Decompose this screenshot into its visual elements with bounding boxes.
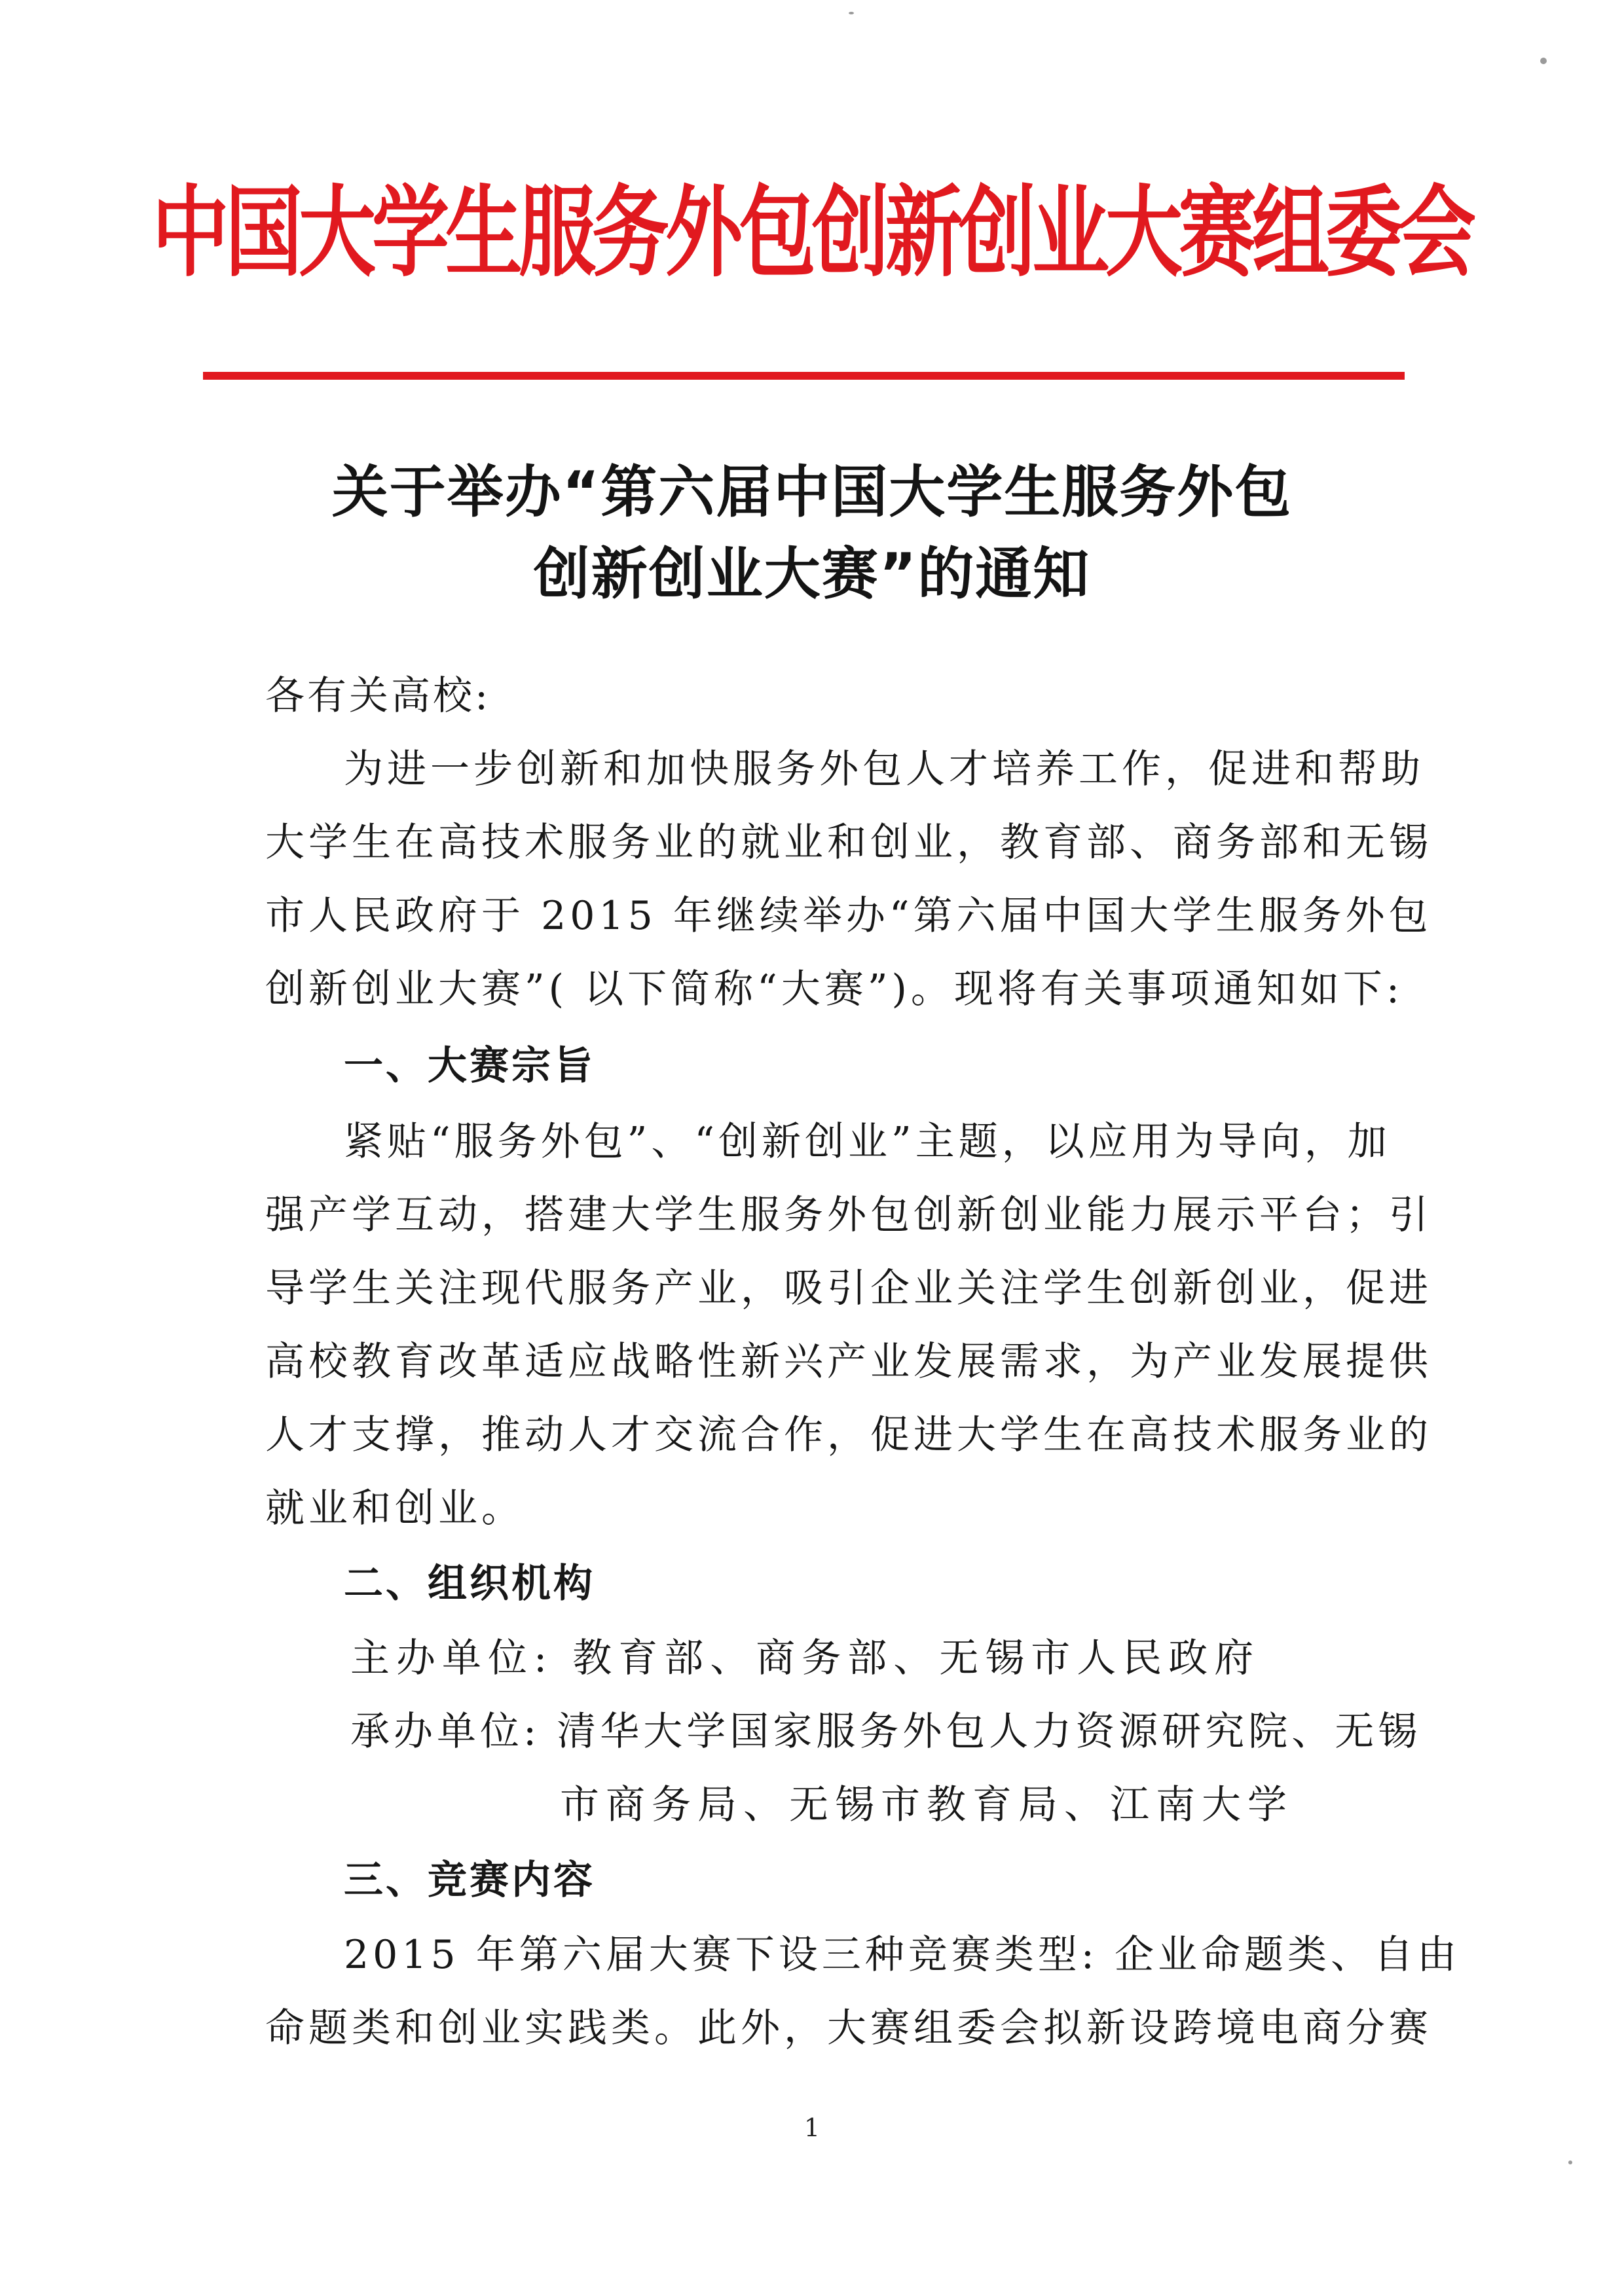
scan-speck [1540,58,1547,64]
section-3-line-2: 命题类和创业实践类。此外，大赛组委会拟新设跨境电商分赛 [265,2005,1432,2051]
title-line-1: 关于举办“第六届中国大学生服务外包 [331,460,1293,525]
intro-line-3: 市人民政府于 2015 年继续举办“第六届中国大学生服务外包 [265,893,1432,939]
section-1-line-1: 紧贴“服务外包”、“创新创业”主题，以应用为导向，加 [344,1119,1391,1165]
section-1-line-4: 高校教育改革适应战略性新兴产业发展需求，为产业发展提供 [265,1339,1432,1385]
section-1-line-6: 就业和创业。 [265,1485,525,1531]
host-units-line: 主办单位: 教育部、商务部、无锡市人民政府 [350,1635,1261,1681]
red-header-rule [203,372,1405,380]
title-line-2: 创新创业大赛”的通知 [533,541,1091,607]
section-1-line-2: 强产学互动，搭建大学生服务外包创新创业能力展示平台；引 [265,1192,1432,1238]
document-title [0,452,1624,615]
intro-line-1: 为进一步创新和加快服务外包人才培养工作，促进和帮助 [344,746,1424,792]
intro-line-4: 创新创业大赛”( 以下简称“大赛”)。现将有关事项通知如下: [265,966,1404,1012]
section-1-line-5: 人才支撑，推动人才交流合作，促进大学生在高技术服务业的 [265,1412,1432,1458]
organizer-units-line-1: 承办单位: 清华大学国家服务外包人力资源研究院、无锡 [350,1709,1422,1755]
salutation: 各有关高校: [265,673,491,719]
page-number: 1 [803,2113,821,2142]
section-1-line-3: 导学生关注现代服务产业，吸引企业关注学生创新创业，促进 [265,1266,1432,1311]
issuing-organization-header: 中国大学生服务外包创新创业大赛组委会 [151,174,1472,291]
scan-speck [1568,2160,1572,2164]
section-3-heading: 三、竞赛内容 [344,1857,595,1903]
section-3-line-1: 2015 年第六届大赛下设三种竞赛类型: 企业命题类、自由 [344,1932,1461,1978]
scan-speck [849,12,854,14]
intro-line-2: 大学生在高技术服务业的就业和创业，教育部、商务部和无锡 [265,820,1432,866]
section-2-heading: 二、组织机构 [344,1561,595,1607]
section-1-heading: 一、大赛宗旨 [344,1043,595,1089]
organizer-units-line-2: 市商务局、无锡市教育局、江南大学 [560,1782,1293,1828]
